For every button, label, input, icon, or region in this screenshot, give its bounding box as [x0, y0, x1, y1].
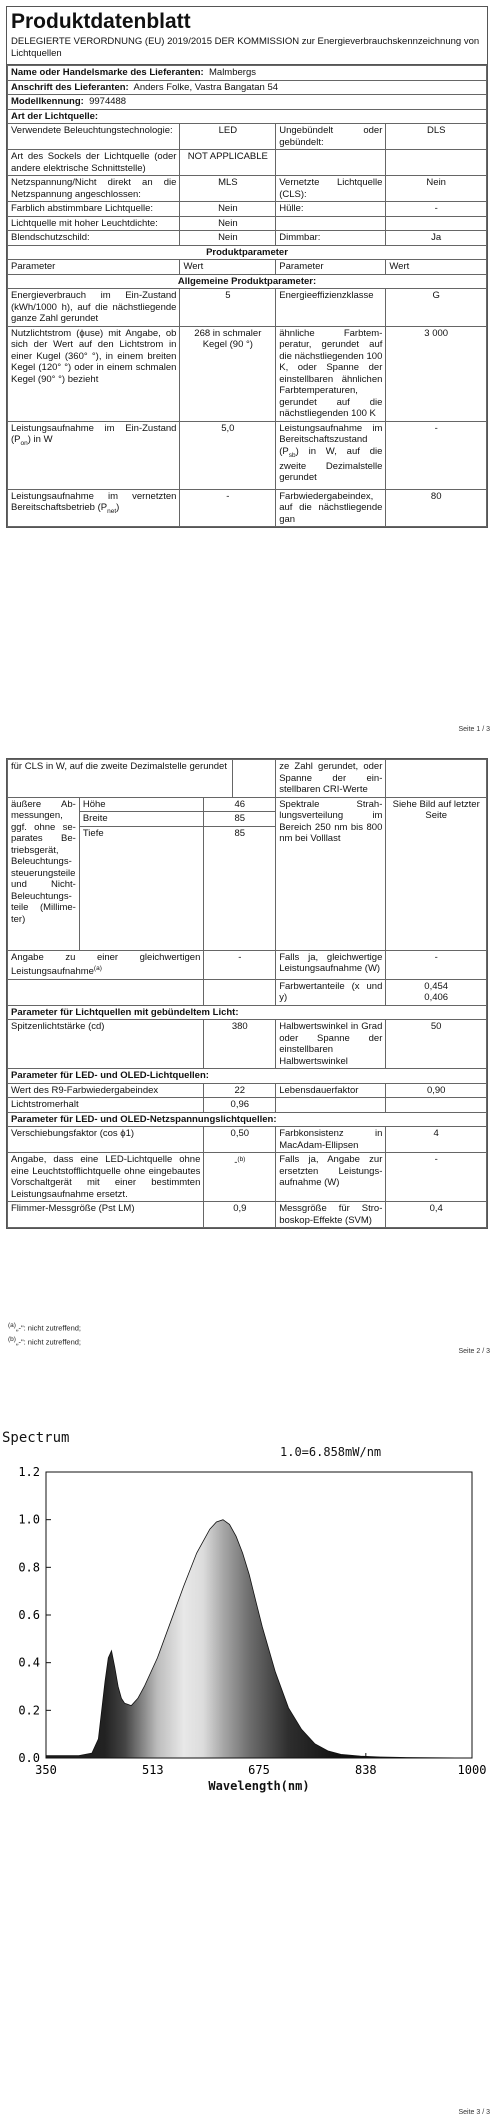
type-value: - [386, 202, 487, 217]
type-label: Hülle: [276, 202, 386, 217]
supplier-table [7, 65, 487, 527]
led-band-row [8, 1069, 487, 1084]
supplier-address-row [8, 80, 487, 95]
directional-params-band: Parameter für Lichtquellen mit gebündeltem Licht: [8, 1005, 487, 1020]
empty-cell [8, 979, 204, 1005]
beam-angle-value: 50 [386, 1020, 487, 1069]
page-number: Seite 2 / 3 [458, 1348, 490, 1355]
useful-flux-label: Nutzlichtstrom (ϕuse) mit Angabe, ob sich der Wert auf den Lichtstrom in einer Kugel (360° °), in einem breiten Kegel (120° °) oder in einem schmalen Kegel (90° °) bezieht [8, 326, 180, 421]
chart-title: Spectrum [2, 1430, 70, 1446]
label-subscript: on [20, 439, 28, 447]
x-tick-label: 838 [354, 1763, 377, 1777]
equivalent-power-label [8, 950, 204, 979]
y-tick-label: 0.4 [18, 1655, 40, 1670]
x-tick-label: 1000 [457, 1763, 487, 1777]
footnote-ref: (b) [237, 1156, 246, 1164]
page-2 [0, 752, 500, 1362]
useful-flux-value: 268 in schmaler Kegel (90 °) [180, 326, 276, 421]
page-3 [0, 1412, 500, 2121]
type-row [8, 202, 487, 217]
supplier-name-row [8, 66, 487, 81]
label-part: ) in W [27, 434, 53, 445]
energy-consumption-value: 5 [180, 289, 276, 327]
col-value-header: Wert [386, 260, 487, 275]
survival-factor-label: Lebensdauerfaktor [276, 1083, 386, 1098]
standby-power-value: - [386, 421, 487, 489]
survival-factor-value: 0,90 [386, 1083, 487, 1098]
type-value: Nein [180, 231, 276, 246]
peak-intensity-value: 380 [204, 1020, 276, 1069]
y-tick-label: 0.0 [18, 1751, 40, 1765]
on-mode-power-label [8, 421, 180, 489]
replacement-power-label: Falls ja, Angabe zur ersetzten Leistungsaufnahme (W) [276, 1153, 386, 1202]
footnote-b [8, 1336, 81, 1347]
type-label: Lichtquelle mit hoher Leuchtdichte: [8, 216, 180, 231]
cct-value: 3 000 [386, 326, 487, 421]
stroboscopic-value: 0,4 [386, 1202, 487, 1228]
label-part: ) in W, auf die zweite Dezimalstelle gerundet [279, 445, 383, 484]
type-value: NOT APPLICABLE [180, 150, 276, 176]
replacement-row [8, 1153, 487, 1202]
mls-params-band: Parameter für LED- und OLED-Netzspannungslichtquellen: [8, 1112, 487, 1127]
colour-consistency-value: 4 [386, 1127, 487, 1153]
dimension-row [8, 797, 487, 812]
params-table-continued [7, 759, 487, 1228]
type-value: MLS [180, 176, 276, 202]
chromaticity-row [8, 979, 487, 1005]
energy-class-label: Energieeffizienzklasse [276, 289, 386, 327]
type-value: Nein [180, 216, 276, 231]
replacement-claim-value [204, 1153, 276, 1202]
flicker-row [8, 1202, 487, 1228]
type-value [386, 216, 487, 231]
chart-annotation: 1.0=6.858mW/nm [280, 1445, 382, 1459]
cri-label: Farbwiedergabeindex, auf die nächstliegende gan [276, 489, 386, 527]
flicker-value: 0,9 [204, 1202, 276, 1228]
equivalent-power-label-2: Falls ja, gleichwertige Leistungsaufnahme (W) [276, 950, 386, 979]
type-row [8, 216, 487, 231]
model-label: Modellkennung: [11, 96, 84, 107]
energy-consumption-label: Energieverbrauch im Ein-Zustand (kWh/1000 h), auf die nächstliegende ganze Zahl gerundet [8, 289, 180, 327]
label-subscript: sb [288, 451, 296, 459]
beam-angle-label: Halbwertswinkel in Grad oder Spanne der einstellbaren Halbwertswinkel [276, 1020, 386, 1069]
type-label: Dimmbar: [276, 231, 386, 246]
value-part: - [234, 1157, 238, 1169]
replacement-power-value: - [386, 1153, 487, 1202]
model-id: 9974488 [89, 96, 127, 107]
supplier-address: Anders Folke, Vastra Bangatan 54 [133, 81, 279, 93]
type-value: DLS [386, 124, 487, 150]
type-row [8, 176, 487, 202]
x-tick-label: 350 [35, 1763, 57, 1777]
on-mode-power-value: 5,0 [180, 421, 276, 489]
type-label: Farblich abstimmbare Lichtquelle: [8, 202, 180, 217]
power-row [8, 421, 487, 489]
y-tick-label: 0.6 [18, 1608, 40, 1622]
dimension-value: 85 [204, 812, 276, 827]
r9-value: 22 [204, 1083, 276, 1098]
regulation-subtitle: DELEGIERTE VERORDNUNG (EU) 2019/2015 DER KOMMISSION zur Energieverbrauchskennzeichnung von Lichtquellen [11, 36, 480, 59]
empty-cell [233, 760, 276, 798]
chromaticity-label: Farbwertanteile (x und y) [276, 979, 386, 1005]
type-label: Ungebündelt oder gebündelt: [276, 124, 386, 150]
replacement-claim-label: Angabe, dass eine LED-Lichtquelle ohne eine Leuchtstofflichtquelle ohne eingebautes Vorschaltgerät mit einer bestimmten Leistungsaufnahme ersetzt. [8, 1153, 204, 1202]
x-tick-label: 513 [141, 1763, 164, 1777]
colour-consistency-label: Farbkonsistenz in MacAdam-Ellipsen [276, 1127, 386, 1153]
network-standby-row [8, 489, 487, 527]
mls-band-row [8, 1112, 487, 1127]
power-factor-label: Verschiebungsfaktor (cos ϕ1) [8, 1127, 204, 1153]
footnote-a [8, 1322, 81, 1333]
network-standby-value: - [180, 489, 276, 527]
flicker-label: Flimmer-Messgröße (Pst LM) [8, 1202, 204, 1228]
dimension-label: Breite [79, 812, 204, 827]
type-label: Art des Sockels der Lichtquelle (oder andere elektrische Schnittstelle) [8, 150, 180, 176]
stroboscopic-label: Messgröße für Stroboskop-Effekte (SVM) [276, 1202, 386, 1228]
lumen-maintenance-label: Lichtstromerhalt [8, 1098, 204, 1113]
x-tick-label: 675 [248, 1763, 270, 1777]
datasheet-header [7, 7, 487, 65]
cri-value: 80 [386, 489, 487, 527]
page-1 [0, 0, 500, 740]
product-params-band-row [8, 245, 487, 260]
flux-row [8, 326, 487, 421]
label-part: Leistungsaufnahme im Ein-Zustand (P [11, 422, 177, 445]
power-factor-value: 0,50 [204, 1127, 276, 1153]
light-source-type-header: Art der Lichtquelle: [8, 109, 487, 124]
x-axis-label: Wavelength(nm) [208, 1779, 310, 1793]
type-label: Blendschutzschild: [8, 231, 180, 246]
spectral-distribution-label: Spektrale Strahlungsverteilung im Bereich 250 nm bis 800 nm bei Volllast [276, 797, 386, 950]
led-params-band: Parameter für LED- und OLED-Lichtquellen: [8, 1069, 487, 1084]
y-tick-label: 1.2 [18, 1465, 40, 1479]
type-row [8, 150, 487, 176]
network-standby-label-cont: für CLS in W, auf die zweite Dezimalstelle gerundet [8, 760, 233, 798]
peak-intensity-row [8, 1020, 487, 1069]
page-title: Produktdatenblatt [11, 10, 191, 33]
type-label: Netzspannung/Nicht direkt an die Netzspannung angeschlossen: [8, 176, 180, 202]
network-standby-label [8, 489, 180, 527]
y-tick-label: 0.2 [18, 1703, 40, 1718]
r9-row [8, 1083, 487, 1098]
empty-cell [386, 1098, 487, 1113]
column-header-row [8, 260, 487, 275]
dimension-value: 85 [204, 826, 276, 950]
type-value: Nein [180, 202, 276, 217]
continuation-row [8, 760, 487, 798]
dimension-value: 46 [204, 797, 276, 812]
datasheet-frame-1 [6, 6, 488, 528]
label-part: Leistungsaufnahme im vernetzten Bereitschaftsbetrieb (P [11, 490, 177, 513]
type-value: Ja [386, 231, 487, 246]
type-label [276, 216, 386, 231]
label-part: Leistungsaufnahme im Bereitschaftszustand (P [279, 422, 383, 457]
empty-cell [276, 1098, 386, 1113]
col-param-header: Parameter [276, 260, 386, 275]
footnote-text: „-": nicht zutreffend; [15, 1323, 82, 1333]
lumen-maintenance-value: 0,96 [204, 1098, 276, 1113]
y-tick-label: 0.8 [18, 1560, 40, 1575]
empty-cell [386, 760, 487, 798]
supplier-name: Malmbergs [209, 67, 256, 78]
supplier-address-label: Anschrift des Lieferanten: [11, 81, 129, 93]
general-params-band: Allgemeine Produktparameter: [8, 274, 487, 289]
peak-intensity-label: Spitzenlichtstärke (cd) [8, 1020, 204, 1069]
standby-power-label [276, 421, 386, 489]
footnote-mark: (b) [8, 1336, 16, 1343]
type-label: Verwendete Beleuchtungstechnologie: [8, 124, 180, 150]
cct-label: ähnliche Farbtemperatur, gerundet auf die nächstliegenden 100 K, oder Spanne der einstellbaren ähnlichen Farbtemperaturen, gerundet auf die nächstliegenden 100 K [276, 326, 386, 421]
col-value-header: Wert [180, 260, 276, 275]
dimension-label: Höhe [79, 797, 204, 812]
power-factor-row [8, 1127, 487, 1153]
type-row [8, 231, 487, 246]
spectral-distribution-value: Siehe Bild auf letzter Seite [386, 797, 487, 950]
label-part: Angabe zu einer gleichwertigen Leistungsaufnahme [11, 951, 201, 978]
product-params-band: Produktparameter [8, 245, 487, 260]
general-params-band-row [8, 274, 487, 289]
energy-class-value: G [386, 289, 487, 327]
type-label: Vernetzte Lichtquelle (CLS): [276, 176, 386, 202]
dimension-label: Tiefe [79, 826, 204, 950]
dimensions-label: äußere Abmessungen, ggf. ohne separates Betriebsgerät, Beleuchtungssteuerungsteile und Nicht-Beleuchtungsteile (Millimeter) [8, 797, 80, 950]
cri-label-cont: ze Zahl gerundet, oder Spanne der einstellbaren CRI-Werte [276, 760, 386, 798]
footnote-mark: (a) [8, 1322, 16, 1329]
model-row [8, 95, 487, 110]
chromaticity-x: 0,454 [424, 980, 449, 992]
type-value [386, 150, 487, 176]
equivalent-power-value-2: - [386, 950, 487, 979]
label-part: ) [116, 502, 120, 513]
page-number: Seite 3 / 3 [458, 2109, 490, 2116]
type-value: Nein [386, 176, 487, 202]
type-value: LED [180, 124, 276, 150]
type-label [276, 150, 386, 176]
chromaticity-value [386, 979, 487, 1005]
type-row [8, 124, 487, 150]
r9-label: Wert des R9-Farbwiedergabeindex [8, 1083, 204, 1098]
lumen-maintenance-row [8, 1098, 487, 1113]
footnote-text: „-": nicht zutreffend; [15, 1337, 82, 1347]
directional-band-row [8, 1005, 487, 1020]
page-number: Seite 1 / 3 [458, 726, 490, 733]
y-tick-label: 1.0 [18, 1512, 40, 1527]
empty-cell [204, 979, 276, 1005]
chromaticity-y: 0,406 [424, 992, 449, 1004]
label-subscript: net [107, 507, 117, 515]
energy-row [8, 289, 487, 327]
col-param-header: Parameter [8, 260, 180, 275]
spectrum-chart [0, 1412, 500, 2121]
supplier-name-label: Name oder Handelsmarke des Lieferanten: [11, 67, 204, 78]
equivalent-power-value: - [204, 950, 276, 979]
equivalent-power-row [8, 950, 487, 979]
light-source-type-header-row [8, 109, 487, 124]
footnote-ref: (a) [93, 965, 102, 972]
datasheet-frame-2 [6, 758, 488, 1229]
